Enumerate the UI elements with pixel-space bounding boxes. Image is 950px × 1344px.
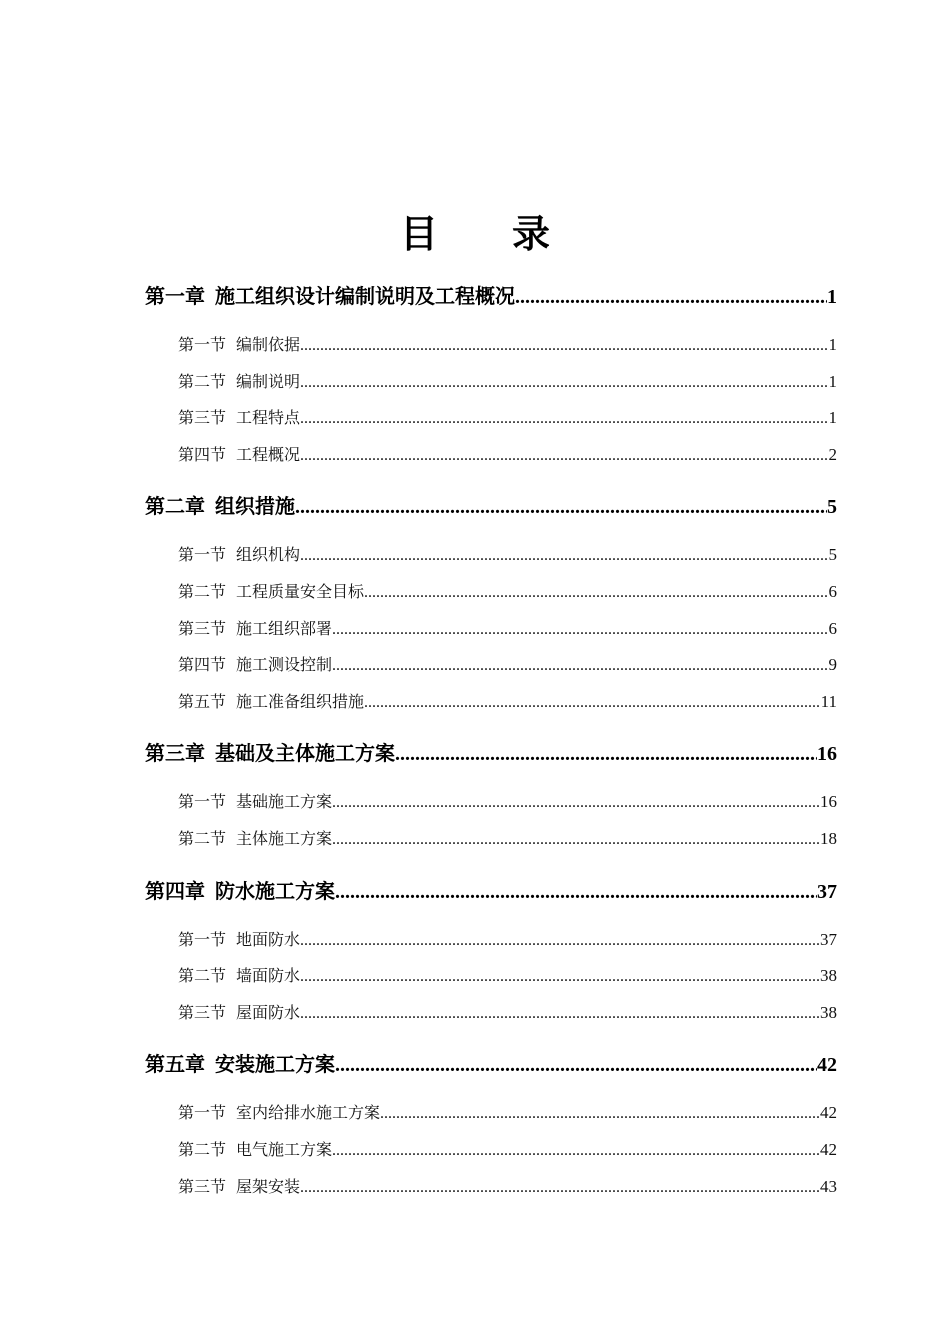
chapter-number: 第一章 [145,284,205,308]
section-number: 第一节 [178,792,227,812]
toc-section-label [178,684,364,721]
section-number: 第一节 [178,335,227,354]
dot-leader [332,784,820,822]
section-number: 第一节 [178,1103,227,1123]
section-number: 第三节 [178,1002,227,1022]
chapter-page-number: 5 [827,496,837,519]
section-page-number: 42 [820,1139,837,1159]
toc-section-entry[interactable] [145,684,837,721]
section-page-number: 37 [820,929,837,949]
section-title: 墙面防水 [236,966,301,986]
section-title: 组织机构 [236,545,301,565]
toc-chapter-label [145,733,395,773]
toc-chapter-label [145,871,335,911]
toc-section-label [178,574,364,611]
dot-leader [335,1044,817,1085]
section-page-number: 42 [820,1103,837,1123]
toc-section-label [178,327,300,364]
section-page-number: 6 [828,581,837,601]
section-number: 第一节 [178,929,227,949]
section-title: 工程质量安全目标 [236,581,365,601]
toc-section-label [178,958,300,995]
chapter-number: 第二章 [145,494,205,519]
toc-section-entry[interactable] [145,327,837,364]
dot-leader [332,647,828,685]
toc-chapter-entry[interactable] [145,733,837,773]
section-page-number: 1 [828,371,837,391]
section-number: 第二节 [178,966,227,986]
toc-section-entry[interactable] [145,537,837,574]
chapter-title: 基础及主体施工方案 [215,741,395,766]
chapter-number: 第四章 [145,878,205,903]
toc-section-entry[interactable] [145,958,837,995]
toc-section-entry[interactable] [145,1169,837,1206]
section-number: 第四节 [178,655,227,675]
dot-leader [332,821,820,859]
toc-chapter-entry[interactable] [145,871,837,911]
toc-section-entry[interactable] [145,1132,837,1169]
section-page-number: 43 [820,1176,837,1196]
toc-chapter-label [145,276,515,316]
toc-chapter-entry[interactable] [145,1044,837,1084]
dot-leader [300,1169,820,1207]
section-title: 工程概况 [236,444,301,464]
section-title: 施工组织部署 [236,618,333,638]
section-number: 第二节 [178,828,227,848]
dot-leader [364,574,828,612]
toc-section-entry[interactable] [145,922,837,959]
dot-leader [395,733,817,774]
toc-section-label [178,1132,332,1169]
toc-chapter-label [145,486,295,526]
dot-leader [332,1132,820,1170]
chapter-page-number: 1 [827,286,837,308]
chapter-title: 防水施工方案 [215,878,335,903]
section-page-number: 11 [820,691,837,711]
dot-leader [380,1095,820,1133]
toc-section-entry[interactable] [145,1095,837,1132]
dot-leader [295,486,827,527]
chapter-number: 第三章 [145,741,205,766]
dot-leader [335,871,817,912]
section-title: 施工准备组织措施 [236,691,365,711]
section-page-number: 38 [820,966,837,986]
section-title: 编制依据 [236,335,301,354]
section-page-number: 1 [828,335,837,354]
dot-leader [300,327,828,365]
table-of-contents [145,276,837,1205]
section-title: 电气施工方案 [236,1139,333,1159]
section-number: 第五节 [178,691,227,711]
toc-section-entry[interactable] [145,647,837,684]
dot-leader [332,611,828,649]
toc-section-entry[interactable] [145,574,837,611]
toc-section-label [178,784,332,821]
dot-leader [300,537,828,575]
section-number: 第二节 [178,1139,227,1159]
dot-leader [364,684,821,722]
title-char-1: 目 [399,212,438,256]
toc-section-entry[interactable] [145,400,837,437]
section-title: 工程特点 [236,408,301,428]
dot-leader [300,437,828,475]
toc-section-label [178,647,332,684]
chapter-number: 第五章 [145,1052,205,1077]
toc-section-label [178,821,332,858]
section-page-number: 16 [820,792,837,812]
section-number: 第二节 [178,371,227,391]
section-title: 施工测设控制 [236,655,333,675]
section-page-number: 5 [828,545,837,565]
toc-section-label [178,995,300,1032]
chapter-page-number: 42 [817,1054,837,1077]
section-number: 第三节 [178,1176,227,1196]
toc-section-entry[interactable] [145,437,837,474]
section-title: 室内给排水施工方案 [236,1103,381,1123]
title-char-2: 录 [512,212,551,256]
toc-section-entry[interactable] [145,611,837,648]
dot-leader [300,364,828,402]
section-title: 基础施工方案 [236,792,333,812]
toc-section-entry[interactable] [145,784,837,821]
toc-section-entry[interactable] [145,821,837,858]
chapter-page-number: 37 [817,880,837,903]
toc-section-label [178,922,300,959]
section-title: 屋架安装 [236,1176,301,1196]
toc-section-label [178,537,300,574]
toc-section-entry[interactable] [145,364,837,401]
toc-section-label [178,437,300,474]
section-number: 第四节 [178,444,227,464]
toc-section-label [178,400,300,437]
chapter-title: 安装施工方案 [215,1052,335,1077]
section-number: 第三节 [178,618,227,638]
chapter-title: 组织措施 [215,494,295,519]
dot-leader [300,400,828,438]
chapter-page-number: 16 [817,743,837,766]
dot-leader [300,958,820,996]
toc-section-label [178,364,300,401]
section-page-number: 6 [828,618,837,638]
dot-leader [515,276,827,317]
page-title [0,203,950,258]
toc-section-label [178,1169,300,1206]
section-title: 编制说明 [236,371,301,391]
section-title: 主体施工方案 [236,828,333,848]
section-title: 屋面防水 [236,1002,301,1022]
section-page-number: 38 [820,1002,837,1022]
toc-section-entry[interactable] [145,995,837,1032]
section-number: 第二节 [178,581,227,601]
toc-chapter-label [145,1044,335,1084]
chapter-title: 施工组织设计编制说明及工程概况 [215,284,515,308]
section-page-number: 2 [828,444,837,464]
section-title: 地面防水 [236,929,301,949]
toc-chapter-entry[interactable] [145,276,837,316]
toc-chapter-entry[interactable] [145,486,837,526]
toc-section-label [178,611,332,648]
toc-section-label [178,1095,380,1132]
section-page-number: 9 [828,655,837,675]
section-page-number: 1 [828,408,837,428]
section-number: 第一节 [178,545,227,565]
dot-leader [300,995,820,1033]
section-page-number: 18 [820,828,837,848]
section-number: 第三节 [178,408,227,428]
dot-leader [300,922,820,960]
